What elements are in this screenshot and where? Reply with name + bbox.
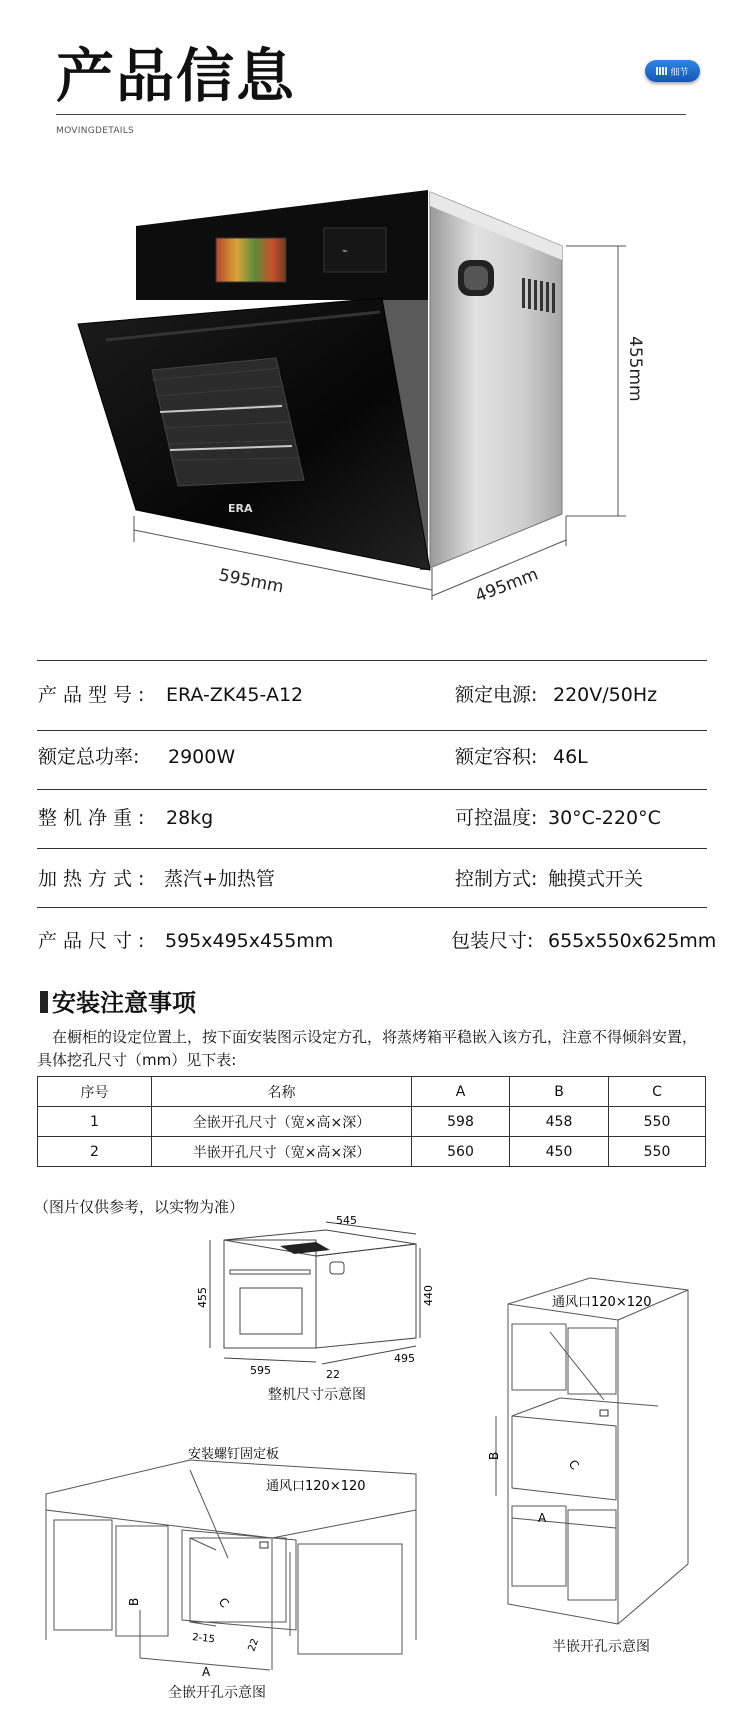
- full-embed-diagram: [40, 1440, 420, 1680]
- dim-495: 495: [394, 1352, 415, 1365]
- spec-label: 额定总功率:: [38, 746, 140, 768]
- title-divider: [56, 114, 686, 115]
- table-cell: 458: [510, 1107, 609, 1137]
- spec-value: 655x550x625mm: [548, 930, 717, 952]
- spec-label: 控制方式:: [455, 868, 538, 890]
- table-cell: 550: [609, 1137, 706, 1167]
- spec-label: 额定电源:: [455, 684, 538, 706]
- spec-label: 可控温度:: [455, 807, 538, 829]
- label-22: 22: [246, 1637, 262, 1654]
- spec-label: 包装尺寸:: [451, 930, 534, 952]
- svg-text:⌁: ⌁: [342, 246, 349, 257]
- half-label-a: A: [538, 1511, 547, 1525]
- spec-divider: [37, 907, 707, 908]
- full-vent-label: 通风口120×120: [266, 1479, 366, 1494]
- spec-value: 蒸汽+加热管: [164, 868, 275, 890]
- dim-595: 595: [250, 1364, 271, 1377]
- spec-label: 整机净重:: [38, 807, 151, 829]
- half-label-b: B: [487, 1451, 501, 1460]
- spec-divider: [37, 848, 707, 849]
- spec-value: 220V/50Hz: [553, 684, 658, 706]
- control-panel: [324, 228, 386, 272]
- spec-divider: [37, 660, 707, 661]
- table-cell: 450: [510, 1137, 609, 1167]
- spec-label: 产品尺寸:: [38, 930, 151, 952]
- cutout-size-table: [37, 1076, 706, 1167]
- spec-label: 额定容积:: [455, 746, 538, 768]
- display-screen: [216, 238, 286, 282]
- spec-divider: [37, 730, 707, 731]
- spec-divider: [37, 789, 707, 790]
- page-title: 产品信息: [56, 42, 297, 110]
- grid-icon: [656, 67, 668, 75]
- spec-label: 产品型号:: [38, 684, 151, 706]
- table-header: B: [510, 1077, 609, 1107]
- unit-diagram-caption: 整机尺寸示意图: [268, 1387, 366, 1403]
- spec-value: ERA-ZK45-A12: [166, 684, 304, 706]
- label-c: C: [215, 1594, 232, 1611]
- half-embed-diagram: [468, 1274, 698, 1654]
- section-bar-icon: [40, 991, 48, 1013]
- page-subtitle: MOVINGDETAILS: [56, 126, 135, 136]
- install-note: 在橱柜的设定位置上，按下面安装图示设定方孔，将蒸烤箱平稳嵌入该方孔，注意不得倾斜安置，具体挖孔尺寸（mm）见下表:: [37, 1028, 698, 1069]
- label-a: A: [202, 1665, 211, 1679]
- spec-value: 46L: [553, 746, 588, 768]
- table-header: A: [412, 1077, 510, 1107]
- half-diagram-caption: 半嵌开孔示意图: [552, 1639, 650, 1655]
- table-cell: 550: [609, 1107, 706, 1137]
- table-header: 名称: [152, 1077, 412, 1107]
- table-header-row: [38, 1077, 706, 1107]
- full-diagram-caption: 全嵌开孔示意图: [168, 1685, 266, 1701]
- label-2-15: 2-15: [191, 1632, 216, 1646]
- dim-440: 440: [422, 1285, 435, 1306]
- install-section-title: 安装注意事项: [40, 988, 196, 1018]
- spec-value: 595x495x455mm: [165, 930, 334, 952]
- table-cell: 560: [412, 1137, 510, 1167]
- dim-depth: 495mm: [472, 564, 542, 607]
- screw-plate-label: 安装螺钉固定板: [188, 1447, 280, 1462]
- table-cell: 全嵌开孔尺寸（宽×高×深）: [152, 1107, 412, 1137]
- details-badge-button[interactable]: [645, 60, 700, 82]
- unit-size-diagram: [180, 1212, 480, 1382]
- spec-label: 加热方式:: [38, 868, 151, 890]
- dim-width: 595mm: [217, 565, 286, 598]
- table-row: [38, 1137, 706, 1167]
- oven-product-image: [0, 150, 750, 630]
- badge-label: 细节: [670, 67, 689, 78]
- table-header: C: [609, 1077, 706, 1107]
- spec-value: 触摸式开关: [548, 868, 644, 890]
- label-b: B: [127, 1597, 141, 1606]
- table-cell: 半嵌开孔尺寸（宽×高×深）: [152, 1137, 412, 1167]
- spec-value: 28kg: [166, 807, 214, 829]
- spec-value: 2900W: [168, 746, 236, 768]
- brand-logo: ERA: [228, 502, 253, 515]
- table-header: 序号: [38, 1077, 152, 1107]
- half-label-c: C: [565, 1456, 582, 1473]
- reference-note: （图片仅供参考，以实物为准）: [34, 1198, 245, 1216]
- dim-22: 22: [326, 1368, 340, 1381]
- dim-455: 455: [196, 1287, 209, 1308]
- half-vent-label: 通风口120×120: [552, 1295, 652, 1310]
- dim-height: 455mm: [625, 336, 645, 402]
- dim-545: 545: [336, 1214, 357, 1227]
- table-cell: 2: [38, 1137, 152, 1167]
- table-row: [38, 1107, 706, 1137]
- table-cell: 1: [38, 1107, 152, 1137]
- table-cell: 598: [412, 1107, 510, 1137]
- spec-value: 30°C-220°C: [548, 807, 661, 829]
